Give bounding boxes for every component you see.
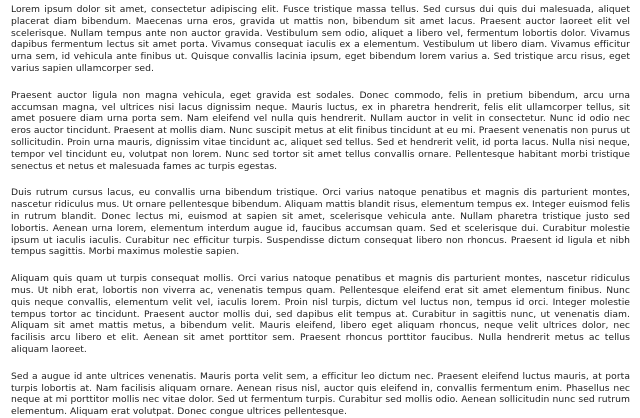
paragraph-5: Sed a augue id ante ultrices venenatis. Mauris porta velit sem, a efficitur leo dictum nec. Praesent eleifend luctus mauris, at porta turpis lobortis at. Nam facilisis aliquam ornare. Aenean risus nisl, auctor quis eleifend in, convallis fermentum enim. Phasellus nec neque at mi porttitor mollis nec vitae dolor. Sed ut fermentum turpis. Curabitur sed mollis odio. Aenean sollicitudin nunc sed rutrum elementum. Aliquam erat volutpat. Donec congue ultrices pellentesque.: [11, 370, 630, 418]
paragraph-3: Duis rutrum cursus lacus, eu convallis urna bibendum tristique. Orci varius natoque penatibus et magnis dis parturient montes, nascetur ridiculus mus. Ut ornare pellentesque bibendum. Aliquam mattis blandit risus, elementum tempus ex. Integer euismod felis in rutrum blandit. Donec lectus mi, euismod at sapien sit amet, scelerisque vehicula ante. Nullam pharetra tristique justo sed lobortis. Aenean urna lorem, elementum interdum augue id, faucibus accumsan quam. Sed et scelerisque dui. Curabitur molestie ipsum ut iaculis iaculis. Curabitur nec efficitur turpis. Suspendisse dictum consequat libero non rhoncus. Praesent id ligula et nibh tempus sagittis. Morbi maximus molestie sapien.: [11, 187, 630, 258]
paragraph-2: Praesent auctor ligula non magna vehicula, eget gravida est sodales. Donec commodo, felis in pretium bibendum, arcu urna accumsan magna, vel ultrices nisi lacus dignissim neque. Mauris luctus, ex in pharetra hendrerit, felis elit ullamcorper tellus, sit amet posuere diam urna porta sem. Nam eleifend vel nulla quis hendrerit. Nullam auctor in velit in consectetur. Nunc id odio nec eros auctor tincidunt. Praesent at mollis diam. Nunc suscipit metus at elit finibus tincidunt at eu mi. Praesent venenatis non purus ut sollicitudin. Proin urna mauris, dignissim vitae tincidunt ac, aliquet sed tellus. Sed et hendrerit velit, id porta lacus. Nulla nisi neque, tempor vel tincidunt eu, volutpat non lorem. Nunc sed tortor sit amet tellus convallis ornare. Pellentesque habitant morbi tristique senectus et netus et malesuada fames ac turpis egestas.: [11, 89, 630, 172]
paragraph-1: Lorem ipsum dolor sit amet, consectetur adipiscing elit. Fusce tristique massa tellus. Sed cursus dui quis dui malesuada, aliquet placerat diam bibendum. Maecenas urna eros, gravida ut mattis non, bibendum sit amet lacus. Praesent auctor laoreet elit vel scelerisque. Nullam tempus ante non auctor gravida. Vestibulum sem odio, aliquet a libero vel, fermentum lobortis dolor. Vivamus dapibus fermentum lectus sit amet porta. Vivamus consequat iaculis ex a elementum. Vestibulum ut libero diam. Vivamus efficitur urna sem, id vehicula ante finibus ut. Quisque convallis lacinia ipsum, eget bibendum lorem varius a. Sed tristique arcu risus, eget varius sapien ullamcorper sed.: [11, 4, 630, 74]
paragraph-4: Aliquam quis quam ut turpis consequat mollis. Orci varius natoque penatibus et magnis dis parturient montes, nascetur ridiculus mus. Ut nibh erat, lobortis non viverra ac, venenatis tempus quam. Pellentesque eleifend erat sit amet elementum finibus. Nunc quis neque convallis, elementum velit vel, iaculis lorem. Proin nisl turpis, dictum vel luctus non, tempus id orci. Integer molestie tempus tortor ac tincidunt. Praesent auctor mollis dui, sed dapibus elit tempus at. Curabitur in sagittis nunc, ut venenatis diam. Aliquam sit amet mattis metus, a bibendum velit. Mauris eleifend, libero eget aliquam rhoncus, neque velit ultrices dolor, nec facilisis arcu libero et elit. Aenean sit amet porttitor sem. Praesent rhoncus porttitor faucibus. Nulla hendrerit metus ac tellus aliquam laoreet.: [11, 273, 630, 355]
